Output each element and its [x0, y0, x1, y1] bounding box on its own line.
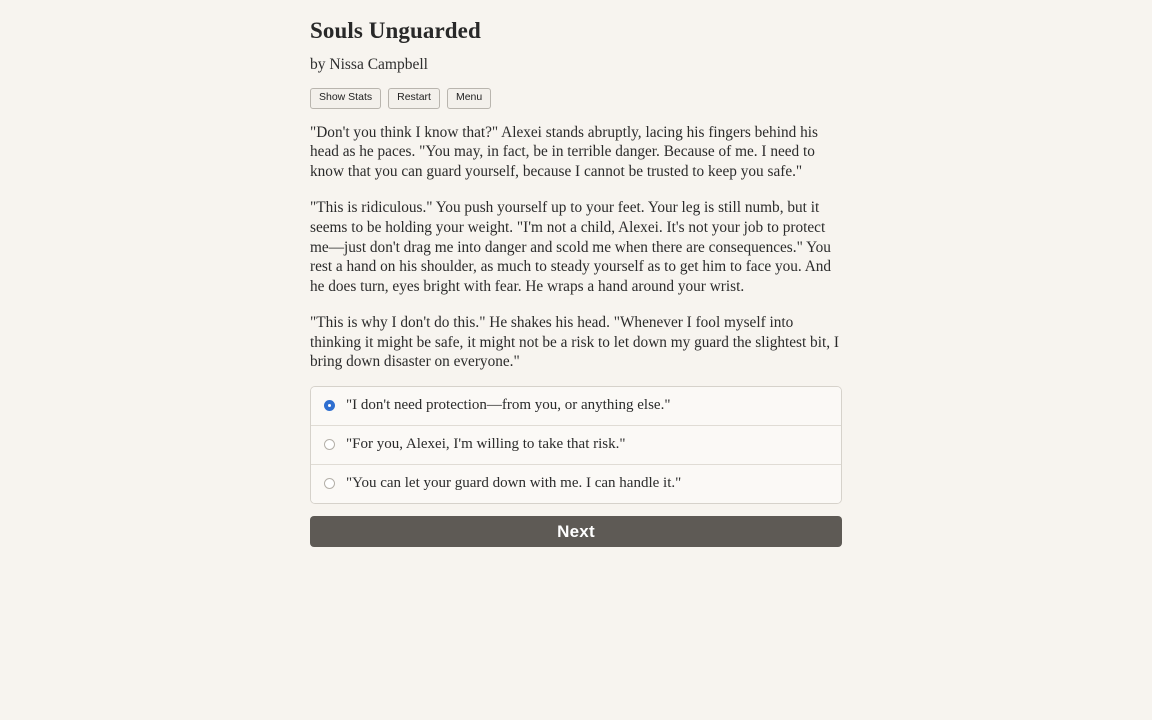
radio-unselected-icon[interactable]	[324, 478, 335, 489]
next-button[interactable]: Next	[310, 516, 842, 547]
story-text	[310, 109, 842, 373]
story-paragraph: "Don't you think I know that?" Alexei stands abruptly, lacing his fingers behind his head as he paces. "You may, in fact, be in terrible danger. Because of me. I need to know that you can guard yourself, because I cannot be trusted to keep you safe."	[310, 123, 818, 180]
story-paragraph: "This is ridiculous." You push yourself up to your feet. Your leg is still numb, but it seems to be holding your weight. "I'm not a child, Alexei. It's not your job to protect me—just don't drag me into danger and scold me when there are consequences." You rest a hand on his shoulder, as much to steady yourself as to get him to face you. And he does turn, eyes bright with fear. He wraps a hand around your wrist.	[310, 199, 832, 295]
choice-option-1[interactable]	[311, 387, 841, 426]
author-byline: by Nissa Campbell	[310, 56, 428, 73]
page-title: Souls Unguarded	[310, 18, 481, 43]
choice-option-2[interactable]	[311, 426, 841, 465]
choice-list	[310, 386, 842, 504]
toolbar	[310, 74, 842, 109]
choice-label: "For you, Alexei, I'm willing to take that risk."	[346, 436, 626, 453]
choice-option-3[interactable]	[311, 465, 841, 503]
radio-selected-icon[interactable]	[324, 400, 335, 411]
show-stats-button[interactable]: Show Stats	[310, 88, 381, 109]
game-container	[310, 0, 842, 547]
story-paragraph: "This is why I don't do this." He shakes his head. "Whenever I fool myself into thinking it might be safe, it might not be a risk to let down my guard the slightest bit, I bring down disaster on everyone."	[310, 314, 839, 371]
choice-label: "You can let your guard down with me. I can handle it."	[346, 475, 682, 492]
restart-button[interactable]: Restart	[388, 88, 440, 109]
radio-unselected-icon[interactable]	[324, 439, 335, 450]
menu-button[interactable]: Menu	[447, 88, 491, 109]
choice-label: "I don't need protection—from you, or anything else."	[346, 397, 671, 414]
